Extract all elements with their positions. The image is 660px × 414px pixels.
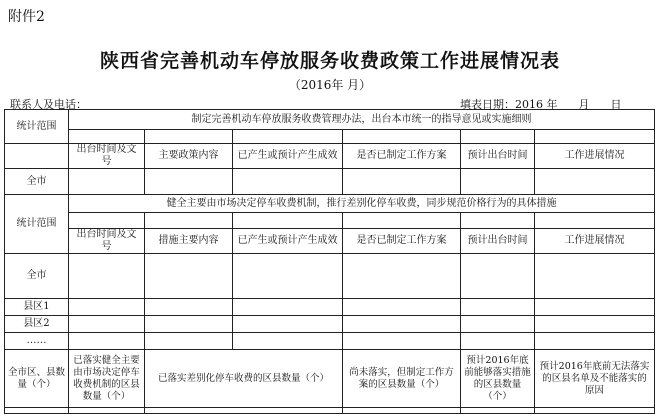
s2-cell[interactable] bbox=[535, 316, 655, 333]
s2-cell[interactable] bbox=[69, 299, 145, 316]
page-title: 陕西省完善机动车停放服务收费政策工作进展情况表 bbox=[99, 50, 560, 72]
s1-cell[interactable] bbox=[535, 169, 655, 195]
summary-plan-made: 尚未落实，但制定工作方案的区县数量（个） bbox=[343, 350, 461, 408]
report-period: （2016年 月） bbox=[288, 78, 372, 92]
s2-cell[interactable] bbox=[69, 254, 145, 299]
stat-scope-label-2: 统计范围 bbox=[5, 195, 69, 254]
s2-cell[interactable] bbox=[461, 254, 535, 299]
s2-cell[interactable] bbox=[343, 254, 461, 299]
s2-cell[interactable] bbox=[145, 299, 233, 316]
s1-row-city: 全市 bbox=[5, 169, 69, 195]
s2-cell[interactable] bbox=[343, 316, 461, 333]
stat-scope-label-1: 统计范围 bbox=[5, 110, 69, 144]
attachment-label: 附件2 bbox=[8, 9, 45, 25]
s2-col-effect: 已产生或预计产生成效 bbox=[233, 229, 343, 254]
summary-county-count: 全市区、县数量（个） bbox=[5, 350, 69, 408]
s2-row-county2: 县区2 bbox=[5, 316, 69, 333]
summary-unable-list: 预计2016年底前无法落实的区县名单及不能落实的原因 bbox=[535, 350, 655, 408]
s1-col-expected-date: 预计出台时间 bbox=[461, 144, 535, 169]
s1-col-plan: 是否已制定工作方案 bbox=[343, 144, 461, 169]
s1-col-progress: 工作进展情况 bbox=[535, 144, 655, 169]
s1-col-effect: 已产生或预计产生成效 bbox=[233, 144, 343, 169]
contact-label: 联系人及电话： bbox=[10, 98, 87, 111]
s2-cell[interactable] bbox=[145, 333, 233, 350]
s2-col-expected-date: 预计出台时间 bbox=[461, 229, 535, 254]
s2-col-progress: 工作进展情况 bbox=[535, 229, 655, 254]
s1-cell[interactable] bbox=[461, 169, 535, 195]
s2-cell[interactable] bbox=[233, 299, 343, 316]
s2-cell[interactable] bbox=[69, 316, 145, 333]
s2-cell[interactable] bbox=[145, 254, 233, 299]
s2-cell[interactable] bbox=[535, 333, 655, 350]
s1-cell[interactable] bbox=[233, 169, 343, 195]
s2-cell[interactable] bbox=[145, 316, 233, 333]
s1-cell[interactable] bbox=[145, 169, 233, 195]
s2-col-issue-date: 出台时间及文号 bbox=[69, 229, 145, 254]
summary-differential-fee: 已落实差别化停车收费的区县数量（个） bbox=[145, 350, 343, 408]
summary-expected-implement: 预计2016年底前能够落实措施的区县数量（个） bbox=[461, 350, 535, 408]
s2-cell[interactable] bbox=[343, 299, 461, 316]
s2-col-measure-content: 措施主要内容 bbox=[145, 229, 233, 254]
s2-cell[interactable] bbox=[535, 254, 655, 299]
s2-cell[interactable] bbox=[461, 333, 535, 350]
summary-market-mechanism: 已落实健全主要由市场决定停车收费机制的区县数量（个） bbox=[69, 350, 145, 408]
section2-header: 健全主要由市场决定停车收费机制，推行差别化停车收费，同步规范价格行为的具体措施 bbox=[69, 195, 655, 213]
s2-row-city: 全市 bbox=[5, 254, 69, 299]
s2-cell[interactable] bbox=[233, 333, 343, 350]
s2-cell[interactable] bbox=[233, 254, 343, 299]
s2-cell[interactable] bbox=[233, 316, 343, 333]
s1-col-policy-content: 主要政策内容 bbox=[145, 144, 233, 169]
s2-row-county1: 县区1 bbox=[5, 299, 69, 316]
s2-cell[interactable] bbox=[69, 333, 145, 350]
s1-col-issue-date: 出台时间及文号 bbox=[69, 144, 145, 169]
s2-col-plan: 是否已制定工作方案 bbox=[343, 229, 461, 254]
s1-cell[interactable] bbox=[343, 169, 461, 195]
section1-header: 制定完善机动车停放服务收费管理办法，出台本市统一的指导意见或实施细则 bbox=[69, 110, 655, 130]
s2-cell[interactable] bbox=[461, 299, 535, 316]
s2-cell[interactable] bbox=[461, 316, 535, 333]
s2-cell[interactable] bbox=[535, 299, 655, 316]
s2-row-ellipsis: …… bbox=[5, 333, 69, 350]
s1-cell[interactable] bbox=[69, 169, 145, 195]
progress-table bbox=[4, 109, 655, 414]
s2-cell[interactable] bbox=[343, 333, 461, 350]
fill-date: 填表日期：2016 年 月 日 bbox=[460, 98, 622, 111]
